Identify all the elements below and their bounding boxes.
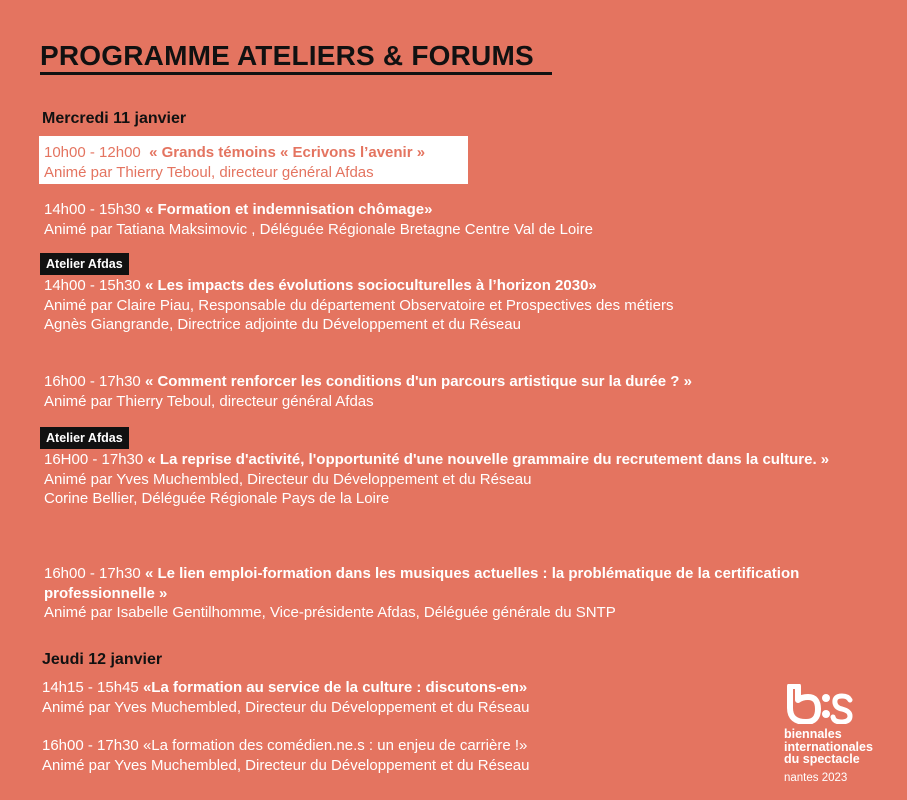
session-host: Animé par Thierry Teboul, directeur général Afdas	[44, 163, 374, 181]
session-badge: Atelier Afdas	[40, 427, 129, 449]
session-item	[44, 200, 884, 239]
session-topic: « Grands témoins « Ecrivons l’avenir »	[149, 144, 426, 161]
session-time: 10h00 - 12h00	[44, 144, 141, 161]
logo-subtitle: nantes 2023	[784, 772, 848, 784]
day-heading: Mercredi 11 janvier	[42, 110, 187, 127]
session-topic: « Les impacts des évolutions socioculturelles à l’horizon 2030»	[144, 277, 597, 294]
day-heading: Jeudi 12 janvier	[42, 651, 163, 668]
session-time: 16h00 - 17h30	[44, 565, 141, 582]
session-topic: «La formation des comédien.ne.s : un enjeu de carrière !»	[142, 737, 528, 754]
session-host: Animé par Claire Piau, Responsable du département Observatoire et Prospectives des métiers	[44, 296, 674, 314]
session-item	[44, 450, 884, 509]
session-item	[44, 143, 884, 182]
bis-logo-mark	[784, 684, 856, 724]
session-topic: « Comment renforcer les conditions d'un parcours artistique sur la durée ? »	[144, 373, 692, 390]
session-topic: «La formation au service de la culture : discutons-en»	[142, 679, 528, 696]
session-item	[42, 736, 882, 775]
bis-logo	[784, 684, 900, 788]
session-badge: Atelier Afdas	[40, 253, 129, 275]
title-underline	[40, 72, 552, 75]
session-host: Animé par Isabelle Gentilhomme, Vice-présidente Afdas, Déléguée générale du SNTP	[44, 604, 616, 621]
session-item	[44, 372, 884, 411]
session-host: Animé par Yves Muchembled, Directeur du Développement et du Réseau	[44, 470, 532, 488]
logo-line: internationales	[784, 739, 873, 754]
session-item	[44, 564, 884, 623]
session-time: 16h00 - 17h30	[42, 737, 139, 754]
session-time: 16H00 - 17h30	[44, 451, 144, 468]
session-topic: « La reprise d'activité, l'opportunité d'une nouvelle grammaire du recrutement dans la culture. »	[147, 451, 830, 468]
session-host: Agnès Giangrande, Directrice adjointe du Développement et du Réseau	[44, 316, 521, 333]
session-host: Corine Bellier, Déléguée Régionale Pays de la Loire	[44, 490, 390, 507]
session-time: 14h15 - 15h45	[42, 679, 139, 696]
session-time: 14h00 - 15h30	[44, 201, 141, 218]
session-item	[42, 678, 882, 717]
session-item	[44, 276, 884, 335]
logo-line: du spectacle	[784, 752, 860, 766]
page-title: PROGRAMME ATELIERS & FORUMS	[40, 40, 534, 71]
session-host: Animé par Thierry Teboul, directeur général Afdas	[44, 392, 374, 410]
session-topic: « Le lien emploi-formation dans les musiques actuelles : la problématique de la certification professionnelle »	[44, 565, 800, 602]
session-time: 14h00 - 15h30	[44, 277, 141, 294]
session-time: 16h00 - 17h30	[44, 373, 141, 390]
session-topic: « Formation et indemnisation chômage»	[144, 201, 433, 218]
session-host: Animé par Yves Muchembled, Directeur du Développement et du Réseau	[42, 756, 530, 774]
session-host: Animé par Yves Muchembled, Directeur du Développement et du Réseau	[42, 698, 530, 716]
session-host: Animé par Tatiana Maksimovic , Déléguée Régionale Bretagne Centre Val de Loire	[44, 220, 593, 238]
logo-line: biennales	[784, 727, 842, 741]
